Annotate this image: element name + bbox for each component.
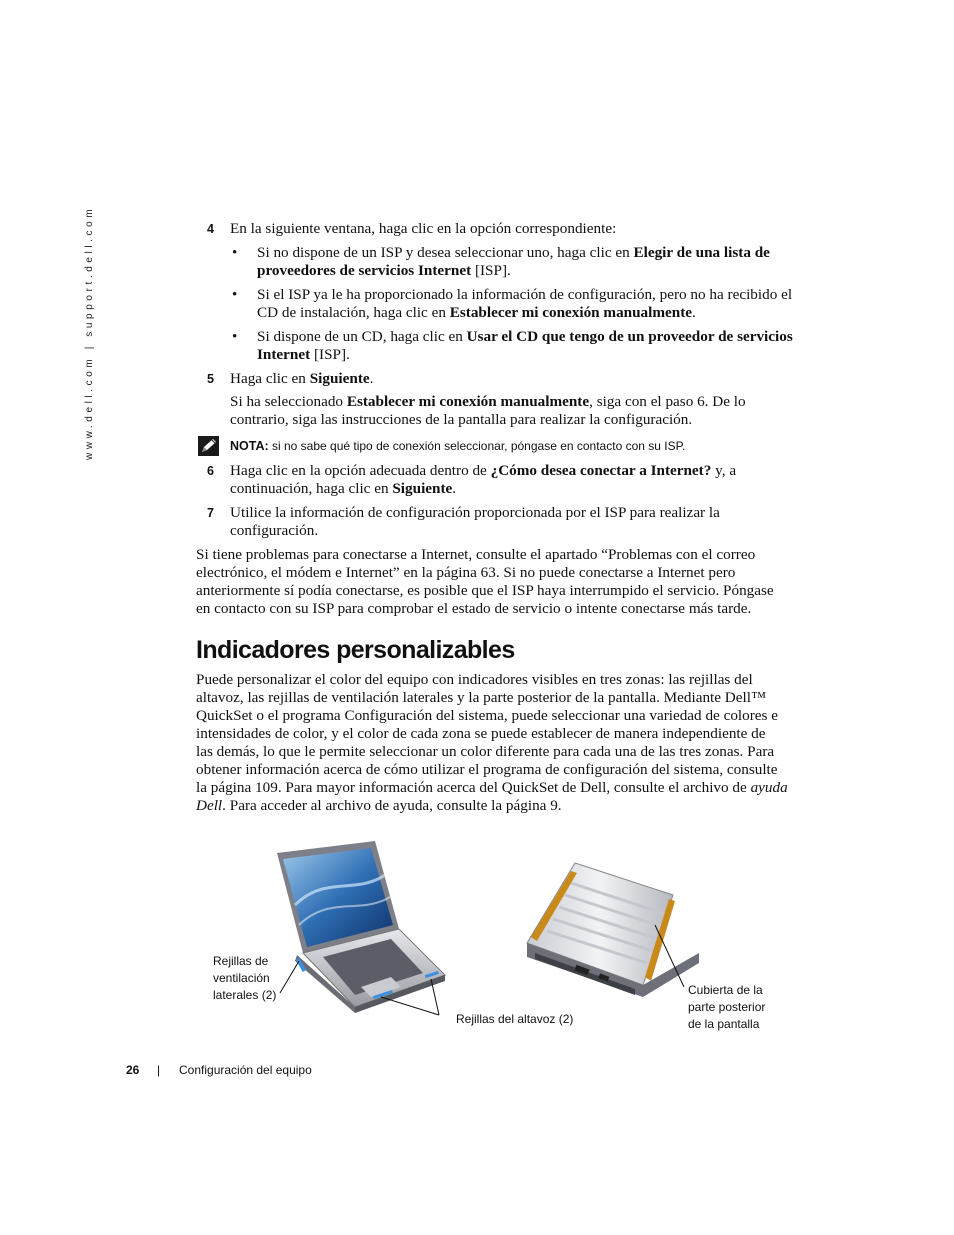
side-url: www.dell.com | support.dell.com	[84, 205, 95, 460]
step-7-number: 7	[207, 506, 214, 520]
step-7-text: Utilice la información de configuración proporcionada por el ISP para realizar la configuración.	[230, 504, 720, 539]
bullet-2: Si el ISP ya le ha proporcionado la información de configuración, pero no ha recibido el CD de instalación, haga clic en Establecer mi conexión manualmente.	[257, 286, 793, 321]
bullet-mark: •	[232, 287, 238, 303]
section-heading: Indicadores personalizables	[196, 636, 515, 664]
step-5-number: 5	[207, 372, 214, 386]
caption-display-cover: Cubierta de la parte posterior de la pantalla	[688, 983, 766, 1031]
bullet-mark: •	[232, 329, 238, 345]
troubleshoot-paragraph: Si tiene problemas para conectarse a Internet, consulte el apartado “Problemas con el correo electrónico, el módem e Internet” en la página 63. Si no puede conectarse a Internet pero anteriormente sí podía conectarse, es posible que el ISP haya interrumpido el servicio. Póngase en contacto con su ISP para comprobar el estado de servicio o intente conectarse más tarde.	[196, 546, 774, 617]
step-6-text: Haga clic en la opción adecuada dentro de ¿Cómo desea conectar a Internet? y, a continuación, haga clic en Siguiente.	[230, 462, 737, 497]
step-4-text: En la siguiente ventana, haga clic en la opción correspondiente:	[230, 220, 617, 237]
step-6-number: 6	[207, 464, 214, 478]
note-pencil-icon	[198, 436, 219, 456]
footer-section-title: Configuración del equipo	[179, 1063, 312, 1077]
caption-side-vents: Rejillas de ventilación laterales (2)	[213, 954, 277, 1002]
step-5-detail: Si ha seleccionado Establecer mi conexión manualmente, siga con el paso 6. De lo contrario, siga las instrucciones de la pantalla para realizar la configuración.	[230, 393, 746, 428]
laptop-front-image	[277, 841, 445, 1013]
caption-speaker-grilles: Rejillas del altavoz (2)	[456, 1012, 574, 1026]
page-number: 26	[126, 1063, 140, 1077]
bullet-3: Si dispone de un CD, haga clic en Usar el CD que tengo de un proveedor de servicios Internet [ISP].	[257, 328, 793, 363]
footer-separator: |	[157, 1063, 161, 1077]
bullet-mark: •	[232, 245, 238, 261]
note-text: NOTA: si no sabe qué tipo de conexión seleccionar, póngase en contacto con su ISP.	[230, 439, 686, 453]
laptop-rear-image	[527, 863, 699, 997]
step-5-text: Haga clic en Siguiente.	[230, 370, 374, 387]
indicators-paragraph: Puede personalizar el color del equipo con indicadores visibles en tres zonas: las rejillas del altavoz, las rejillas de ventilación laterales y la parte posterior de la pantalla. Mediante Dell™ QuickSet o el programa Configuración del sistema, puede seleccionar una variedad de colores e intensidades de color, y el color de cada zona se puede establecer de manera independiente de las demás, lo que le permite seleccionar un color diferente para cada una de las tres zonas. Para obtener información acerca de cómo utilizar el programa de configuración del sistema, consulte la página 109. Para mayor información acerca del QuickSet de Dell, consulte el archivo de ayuda Dell. Para acceder al archivo de ayuda, consulte la página 9.	[196, 671, 788, 814]
bullet-1: Si no dispone de un ISP y desea seleccionar uno, haga clic en Elegir de una lista de proveedores de servicios Internet [ISP].	[257, 244, 770, 279]
step-4-number: 4	[207, 222, 214, 236]
